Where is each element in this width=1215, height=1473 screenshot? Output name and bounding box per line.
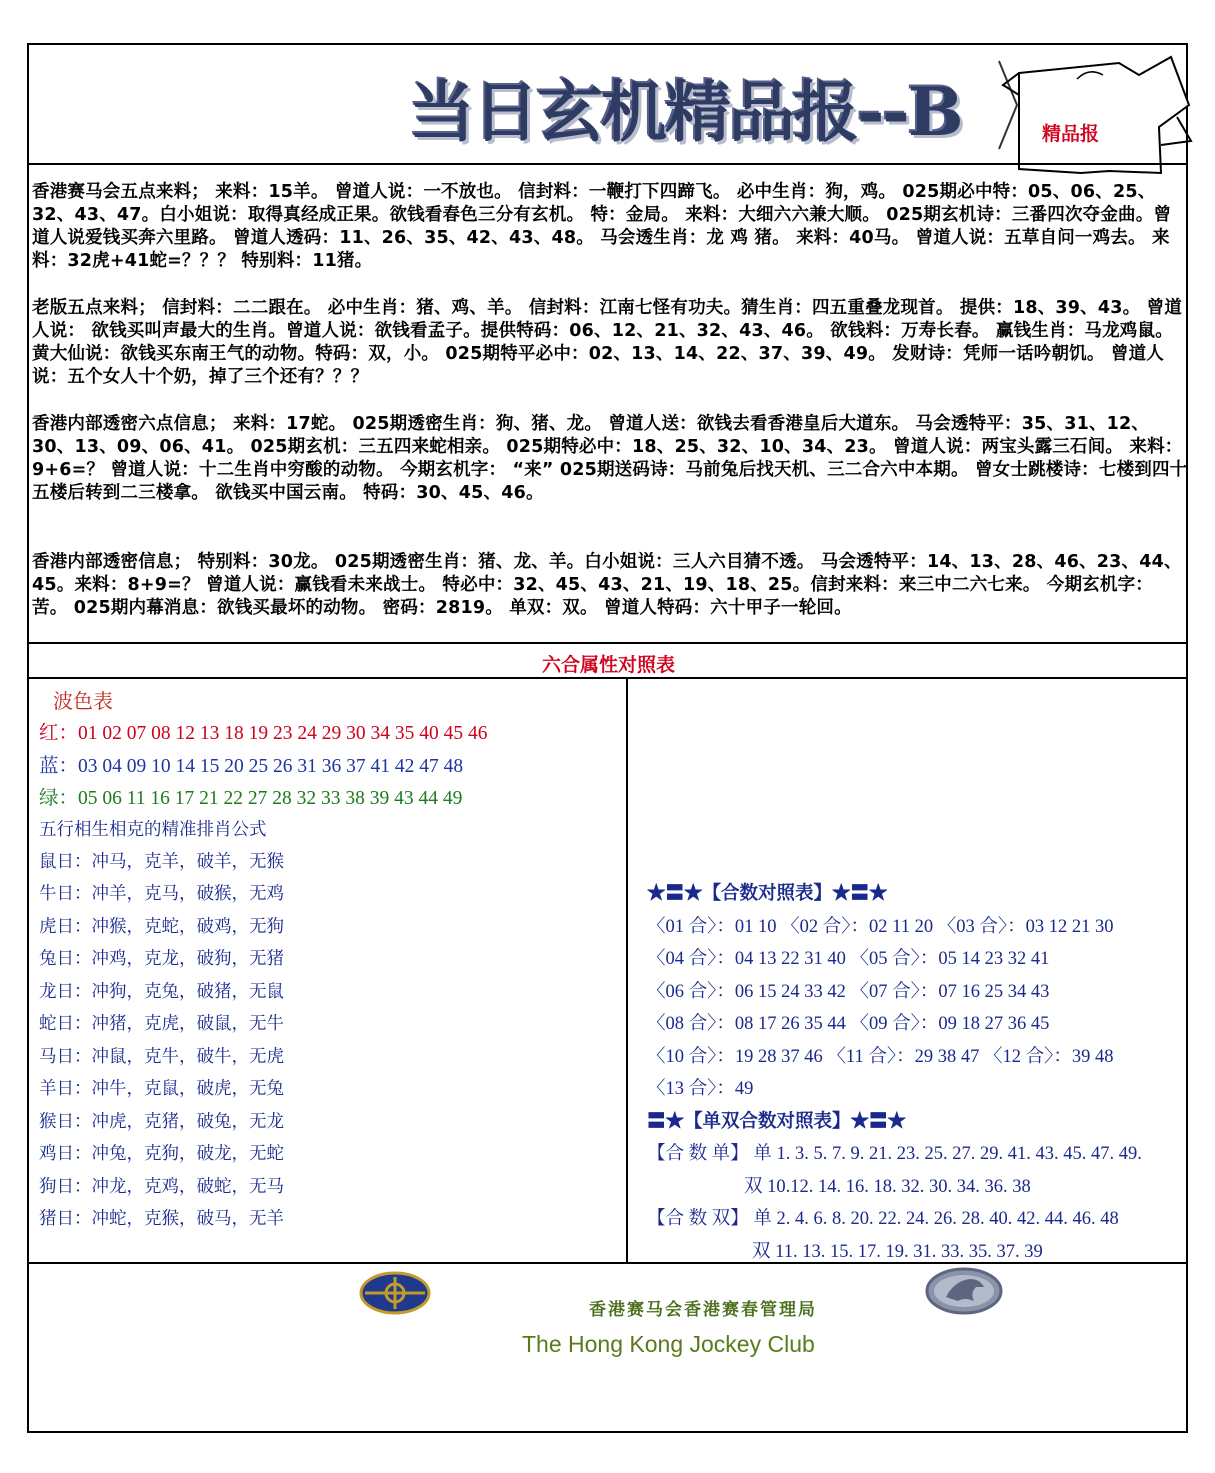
even-sum-row <box>647 1204 1119 1230</box>
header-badge: 精品报 <box>1042 123 1100 145</box>
divider <box>29 677 1186 679</box>
heshu-row: 〈06 合〉：06 15 24 33 42 〈07 合〉：07 16 25 34 43 <box>647 982 1050 1002</box>
even-sum-single: 单 2. 4. 6. 8. 20. 22. 24. 26. 28. 40. 42. 44. 46. 48 <box>753 1209 1119 1229</box>
section-2: 老版五点来料； 信封料：二二跟在。 必中生肖：猪、鸡、羊。 信封料：江南七怪有功夫。猜生肖：四五重叠龙现首。 提供：18、39、43。 曾道人说： 欲钱买叫声最大的生肖。曾道人说：欲钱看孟子。提供特码：06、12、21、32、43、46。 欲钱料：万寿长春。 赢钱生肖：马龙鸡鼠。 黄大仙说：欲钱买东南王气的动物。特码：双，小。 025期特平必中：02、13、14、22、37、39、49。 发财诗：凭师一话吟朝饥。 曾道人说：五个女人十个奶，掉了三个还有？？？ <box>32 298 1183 387</box>
odd-sum-double: 双 10.12. 14. 16. 18. 32. 30. 34. 36. 38 <box>744 1177 1031 1197</box>
horse-emblem-icon <box>924 1267 1004 1315</box>
even-sum-label: 【合 数 双】 <box>647 1209 749 1229</box>
zodiac-rule: 鼠日：冲马，克羊，破羊，无猴 <box>39 852 284 872</box>
odd-sum-single: 单 1. 3. 5. 7. 9. 21. 23. 25. 27. 29. 41. 43. 45. 47. 49. <box>753 1144 1142 1164</box>
odd-even-title: 〓★【单双合数对照表】★〓★ <box>647 1112 907 1132</box>
heshu-row: 〈04 合〉：04 13 22 31 40 〈05 合〉：05 14 23 32 41 <box>647 949 1050 969</box>
zodiac-rule: 羊日：冲牛，克鼠，破虎，无兔 <box>39 1079 284 1099</box>
bose-red: 红：01 02 07 08 12 13 18 19 23 24 29 30 34 35 40 45 46 <box>39 723 488 744</box>
column-divider <box>626 677 628 1262</box>
zodiac-rule: 牛日：冲羊，克马，破猴，无鸡 <box>39 884 284 904</box>
section-3: 香港内部透密六点信息； 来料：17蛇。 025期透密生肖：狗、猪、龙。 曾道人送：欲钱去看香港皇后大道东。 马会透特平：35、31、12、30、13、09、06、41。 025期玄机：三五四来蛇相亲。 025期特必中：18、25、32、10、34、23。 曾道人说：两宝头露三石间。 来料：9+6=？ 曾道人说：十二生肖中穷酸的动物。 今期玄机字： “来” 025期送码诗：马前兔后找天机、三二合六中本期。 曾女士跳楼诗：七楼到四十五楼后转到二三楼拿。 欲钱买中国云南。 特码：30、45、46。 <box>32 414 1188 503</box>
table-caption: 六合属性对照表 <box>541 654 675 676</box>
bose-title: 波色表 <box>53 689 113 713</box>
zodiac-rule: 蛇日：冲猪，克虎，破鼠，无牛 <box>39 1014 284 1034</box>
heshu-title: ★〓★【合数对照表】★〓★ <box>647 884 888 904</box>
zodiac-rule: 兔日：冲鸡，克龙，破狗，无猪 <box>39 949 284 969</box>
divider <box>29 163 1186 165</box>
bose-blue: 蓝：03 04 09 10 14 15 20 25 26 31 36 37 41 42 47 48 <box>39 756 464 777</box>
odd-sum-row <box>647 1139 1142 1165</box>
divider <box>29 642 1186 644</box>
odd-sum-label: 【合 数 单】 <box>647 1144 749 1164</box>
header-banner <box>409 53 1019 163</box>
bose-green: 绿：05 06 11 16 17 21 22 27 28 32 33 38 39 43 44 49 <box>39 788 463 809</box>
heshu-row: 〈08 合〉：08 17 26 35 44 〈09 合〉：09 18 27 36 45 <box>647 1014 1050 1034</box>
zodiac-rule: 虎日：冲猴，克蛇，破鸡，无狗 <box>39 917 284 937</box>
divider <box>29 1262 1186 1264</box>
even-sum-double: 双 11. 13. 15. 17. 19. 31. 33. 35. 37. 39 <box>752 1242 1043 1262</box>
zodiac-rule: 龙日：冲狗，克兔，破猪，无鼠 <box>39 982 284 1002</box>
page-frame <box>27 43 1188 1433</box>
zodiac-rule: 狗日：冲龙，克鸡，破蛇，无马 <box>39 1177 284 1197</box>
zodiac-rule: 鸡日：冲兔，克狗，破龙，无蛇 <box>39 1144 284 1164</box>
wuxing-title: 五行相生相克的精准排肖公式 <box>39 820 267 840</box>
section-1: 香港赛马会五点来料； 来料：15羊。 曾道人说：一不放也。 信封料：一鞭打下四蹄飞。 必中生肖：狗，鸡。 025期必中特：05、06、25、32、43、47。白小姐说：取得真经成正果。欲钱看春色三分有玄机。 特：金局。 来料：大细六六兼大顺。 025期玄机诗：三番四次夺金曲。曾道人说爱钱买奔六里路。 曾道人透码：11、26、35、42、43、48。 马会透生肖：龙 鸡 猪。 来料：40马。 曾道人说：五草自问一鸡去。 来料：32虎+41蛇=？？？ 特别料：11猪。 <box>32 182 1172 271</box>
footer-english-name: The Hong Kong Jockey Club <box>522 1331 815 1357</box>
heshu-row: 〈10 合〉：19 28 37 46 〈11 合〉：29 38 47 〈12 合〉：39 48 <box>647 1047 1114 1067</box>
section-4: 香港内部透密信息； 特别料：30龙。 025期透密生肖：猪、龙、羊。白小姐说：三人六目猜不透。 马会透特平：14、13、28、46、23、44、45。来料：8+9=？ 曾道人说：赢钱看未来战士。 特必中：32、45、43、21、19、18、25。信封来料：来三中二六七来。 今期玄机字：苦。 025期内幕消息：欲钱买最坏的动物。 密码：2819。 单双：双。 曾道人特码：六十甲子一轮回。 <box>32 552 1182 618</box>
heshu-row: 〈01 合〉：01 10 〈02 合〉：02 11 20 〈03 合〉：03 12 21 30 <box>647 917 1114 937</box>
zodiac-rule: 马日：冲鼠，克牛，破牛，无虎 <box>39 1047 284 1067</box>
footer-chinese-name: 香港赛马会香港赛春管理局 <box>589 1300 817 1320</box>
scroll-badge-icon <box>989 45 1209 180</box>
heshu-row: 〈13 合〉：49 <box>647 1079 754 1099</box>
zodiac-rule: 猪日：冲蛇，克猴，破马，无羊 <box>39 1209 284 1229</box>
jockey-club-logo-icon <box>359 1271 431 1315</box>
zodiac-rule: 猴日：冲虎，克猪，破兔，无龙 <box>39 1112 284 1132</box>
page-title: 当日玄机精品报--B <box>409 73 962 151</box>
